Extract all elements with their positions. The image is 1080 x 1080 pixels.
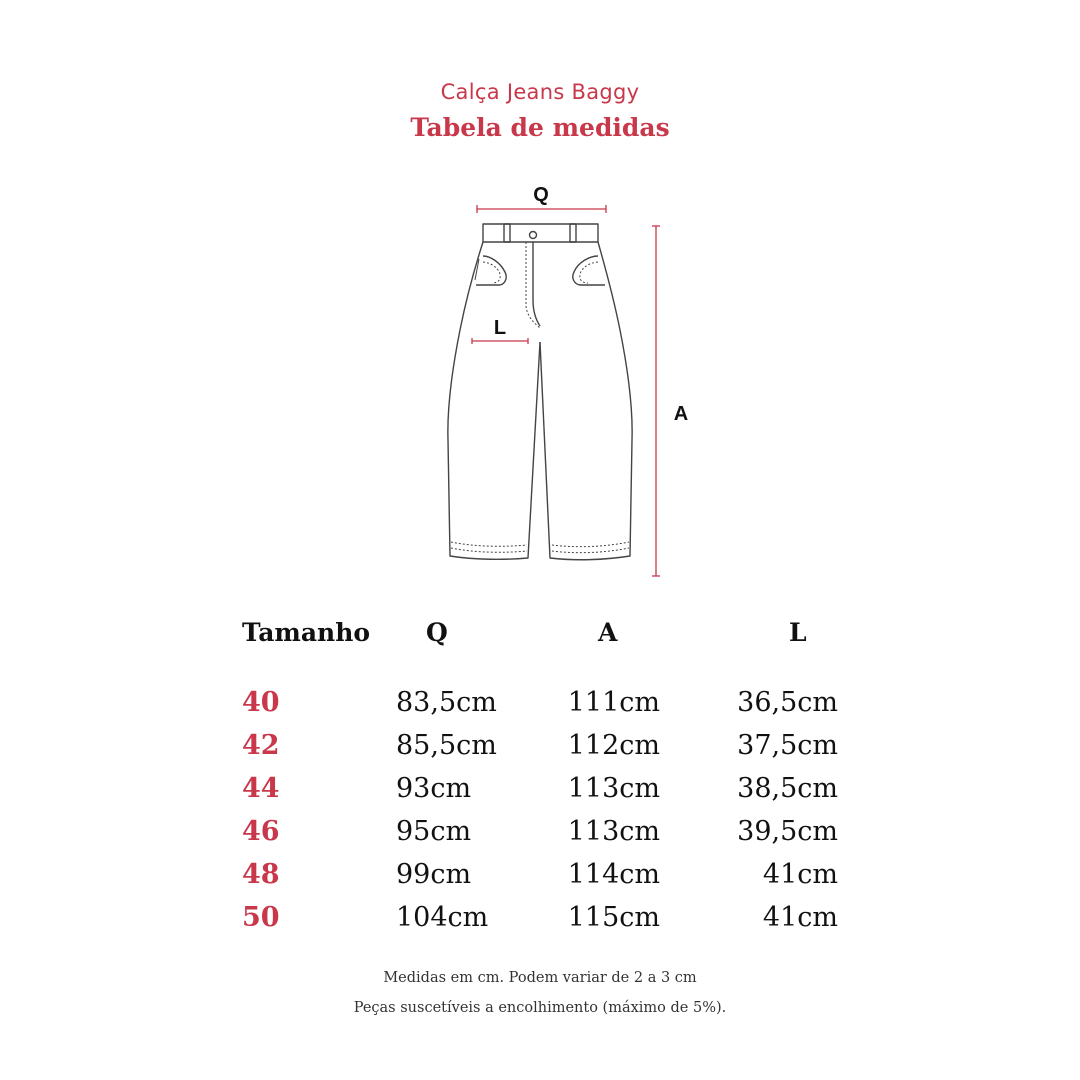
l-value: 41cm <box>762 859 838 890</box>
column-header-l: L <box>789 618 807 647</box>
size-value: 42 <box>242 730 280 761</box>
table-row <box>0 859 1080 899</box>
table-row <box>0 687 1080 727</box>
q-value: 93cm <box>396 773 472 804</box>
footnote-shrinkage: Peças suscetíveis a encolhimento (máximo de 5%). <box>353 1000 727 1016</box>
size-value: 40 <box>242 687 280 718</box>
column-header-size: Tamanho <box>242 618 371 647</box>
q-value: 104cm <box>396 902 489 933</box>
column-header-a: A <box>598 618 618 647</box>
table-row <box>0 730 1080 770</box>
a-value: 113cm <box>567 773 660 804</box>
q-value: 99cm <box>396 859 472 890</box>
a-measure-line <box>652 226 660 576</box>
a-value: 114cm <box>567 859 660 890</box>
table-row <box>0 773 1080 813</box>
a-value: 111cm <box>567 687 660 718</box>
l-label: L <box>493 317 507 339</box>
a-label: A <box>673 403 689 425</box>
a-value: 115cm <box>567 902 660 933</box>
q-value: 85,5cm <box>396 730 497 761</box>
table-row <box>0 816 1080 856</box>
size-value: 46 <box>242 816 280 847</box>
size-value: 50 <box>242 902 280 933</box>
q-label: Q <box>533 184 549 206</box>
page-title: Tabela de medidas <box>410 113 670 142</box>
l-value: 39,5cm <box>737 816 838 847</box>
a-value: 112cm <box>567 730 660 761</box>
a-value: 113cm <box>567 816 660 847</box>
column-header-q: Q <box>426 618 448 647</box>
product-subtitle: Calça Jeans Baggy <box>440 80 640 104</box>
table-row <box>0 902 1080 942</box>
footnote-measurements: Medidas em cm. Podem variar de 2 a 3 cm <box>383 970 697 986</box>
l-value: 41cm <box>762 902 838 933</box>
q-value: 95cm <box>396 816 472 847</box>
size-value: 48 <box>242 859 280 890</box>
q-value: 83,5cm <box>396 687 497 718</box>
l-value: 38,5cm <box>737 773 838 804</box>
l-value: 37,5cm <box>737 730 838 761</box>
size-value: 44 <box>242 773 280 804</box>
l-value: 36,5cm <box>737 687 838 718</box>
pants-drawing <box>448 224 632 560</box>
q-measure-line <box>477 205 606 213</box>
